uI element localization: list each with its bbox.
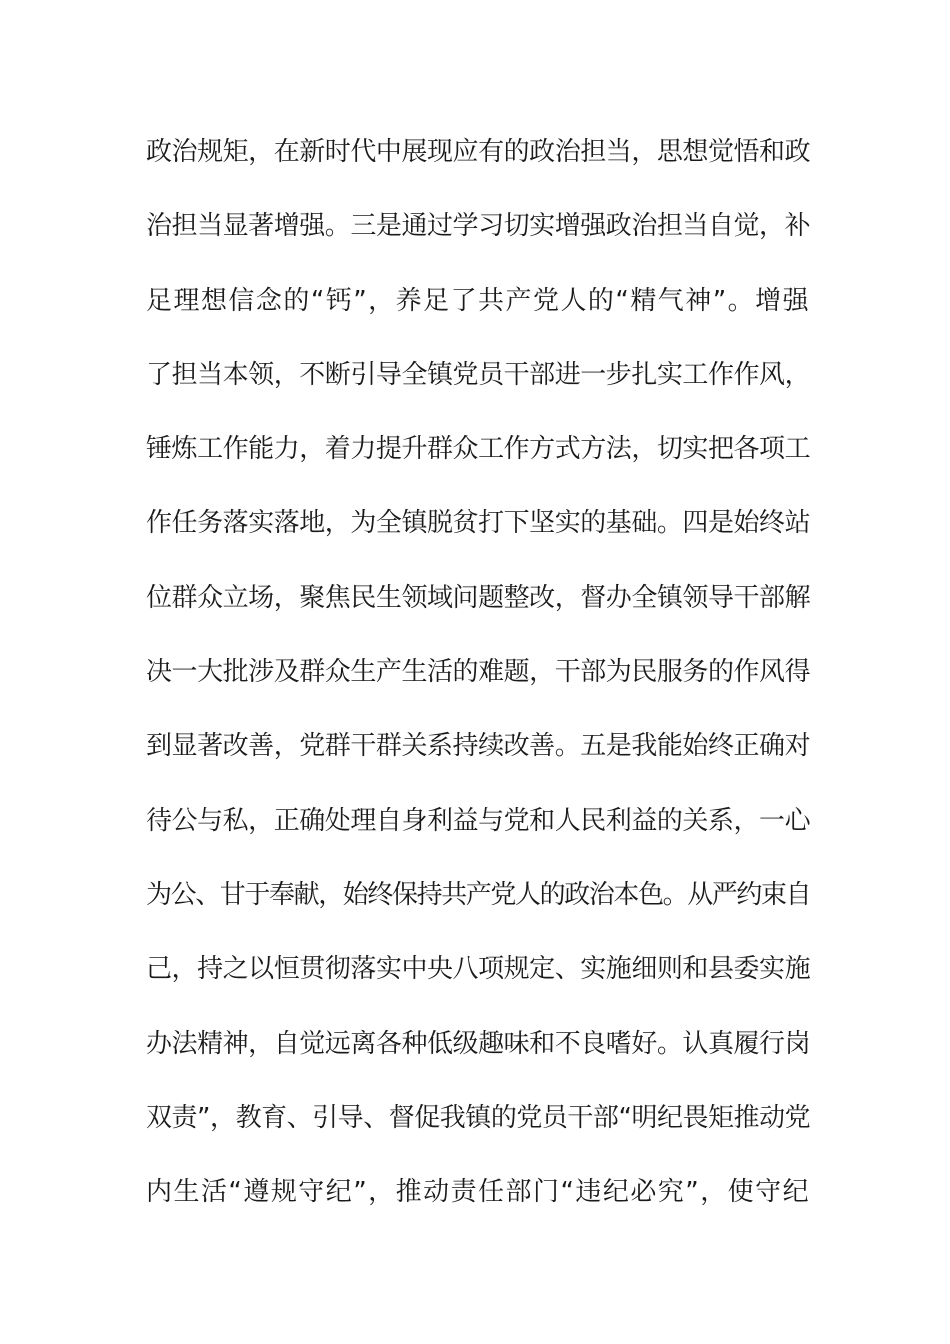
text-line: 内生活“遵规守纪”，推动责任部门“违纪必究”，使守纪: [146, 1177, 810, 1208]
text-line: 办法精神，自觉远离各种低级趣味和不良嗜好。认真履行岗: [146, 1028, 810, 1059]
body-text: [146, 128, 810, 1242]
text-line: 锤炼工作能力，着力提升群众工作方式方法，切实把各项工: [146, 434, 810, 465]
text-line: 决一大批涉及群众生产生活的难题，干部为民服务的作风得: [146, 657, 810, 688]
text-line: 双责”，教育、引导、督促我镇的党员干部“明纪畏矩推动党: [146, 1102, 810, 1133]
text-line: 作任务落实落地，为全镇脱贫打下坚实的基础。四是始终站: [146, 508, 810, 539]
text-line: 了担当本领，不断引导全镇党员干部进一步扎实工作作风，: [146, 359, 810, 390]
text-line: 到显著改善，党群干群关系持续改善。五是我能始终正确对: [146, 731, 810, 762]
text-line: 为公、甘于奉献，始终保持共产党人的政治本色。从严约束自: [146, 879, 811, 910]
text-line: 位群众立场，聚焦民生领域问题整改，督办全镇领导干部解: [146, 582, 810, 613]
text-line: 己，持之以恒贯彻落实中央八项规定、实施细则和县委实施: [146, 954, 810, 985]
text-line: 治担当显著增强。三是通过学习切实增强政治担当自觉，补: [146, 211, 810, 242]
text-line: 足理想信念的“钙”，养足了共产党人的“精气神”。增强: [146, 285, 810, 316]
text-line: 待公与私，正确处理自身利益与党和人民利益的关系，一心: [146, 805, 810, 836]
text-line: 政治规矩，在新时代中展现应有的政治担当，思想觉悟和政: [146, 137, 810, 167]
